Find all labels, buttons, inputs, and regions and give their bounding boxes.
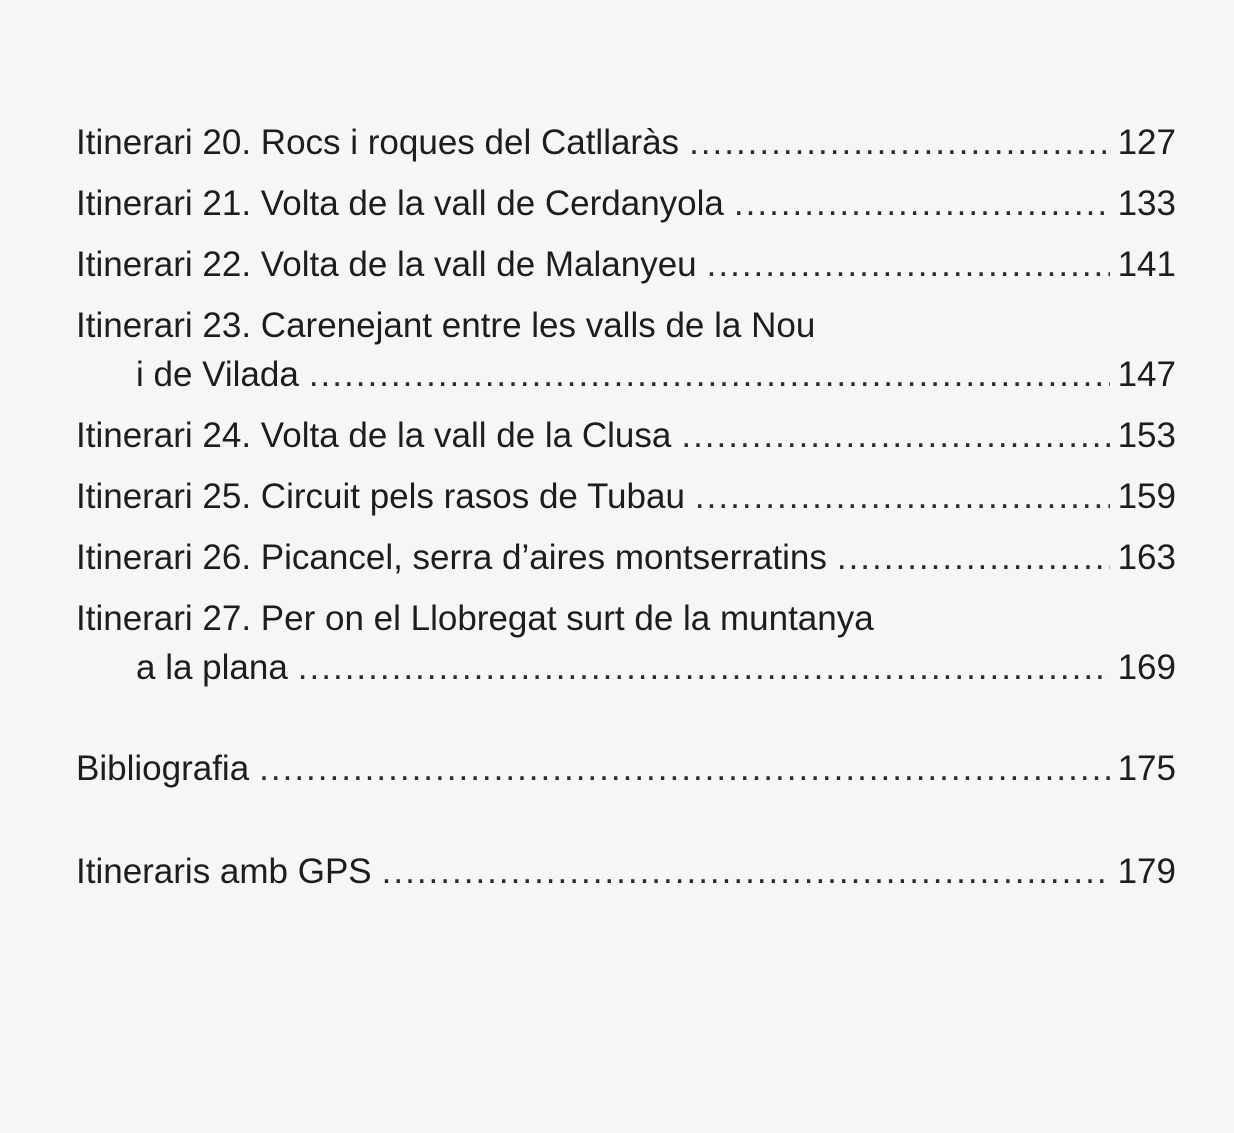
dot-leader [695,466,1110,527]
toc-entry-continuation: i de Vilada [136,355,299,394]
toc-entry [76,173,1176,234]
toc-entry-title: Itinerari 22. Volta de la vall de Malanyeu [76,245,697,284]
toc-entry [76,841,1176,902]
toc-entry [76,405,1176,466]
toc-entry-title: Bibliografia [76,749,250,788]
toc-entry-title: Itinerari 27. Per on el Llobregat surt de la muntanya [76,599,874,638]
toc-entry-page: 175 [1117,749,1176,788]
dot-leader [707,234,1110,295]
toc-entry-title: Itinerari 25. Circuit pels rasos de Tubau [76,477,685,516]
toc-entry-title: Itinerari 24. Volta de la vall de la Clusa [76,416,672,455]
toc-entry-title: Itinerari 26. Picancel, serra d’aires montserratins [76,538,827,577]
toc-entry-page: 163 [1117,538,1176,577]
toc-entry-page: 147 [1117,355,1176,394]
dot-leader [309,344,1110,405]
dot-leader [681,405,1109,466]
dot-leader [382,841,1110,902]
toc-entry [76,295,1176,405]
table-of-contents [76,112,1176,902]
toc-entry-page: 159 [1117,477,1176,516]
dot-leader [298,637,1110,698]
toc-entry-title: Itinerari 20. Rocs i roques del Catllaràs [76,123,680,162]
toc-entry-continuation: a la plana [136,648,288,687]
dot-leader [734,173,1110,234]
toc-entry [76,738,1176,799]
toc-entry-title: Itinerari 23. Carenejant entre les valls de la Nou [76,306,816,345]
toc-entry-page: 153 [1117,416,1176,455]
toc-entry-page: 179 [1117,852,1176,891]
toc-entry-page: 141 [1117,245,1176,284]
dot-leader [259,738,1109,799]
toc-entry [76,466,1176,527]
dot-leader [837,527,1110,588]
toc-entry-page: 127 [1117,123,1176,162]
toc-entry-page: 133 [1117,184,1176,223]
toc-entry [76,588,1176,698]
toc-entry-page: 169 [1117,648,1176,687]
toc-entry [76,234,1176,295]
toc-entry [76,112,1176,173]
toc-entry-title: Itinerari 21. Volta de la vall de Cerdanyola [76,184,724,223]
dot-leader [689,112,1110,173]
toc-entry-title: Itineraris amb GPS [76,852,372,891]
toc-entry [76,527,1176,588]
